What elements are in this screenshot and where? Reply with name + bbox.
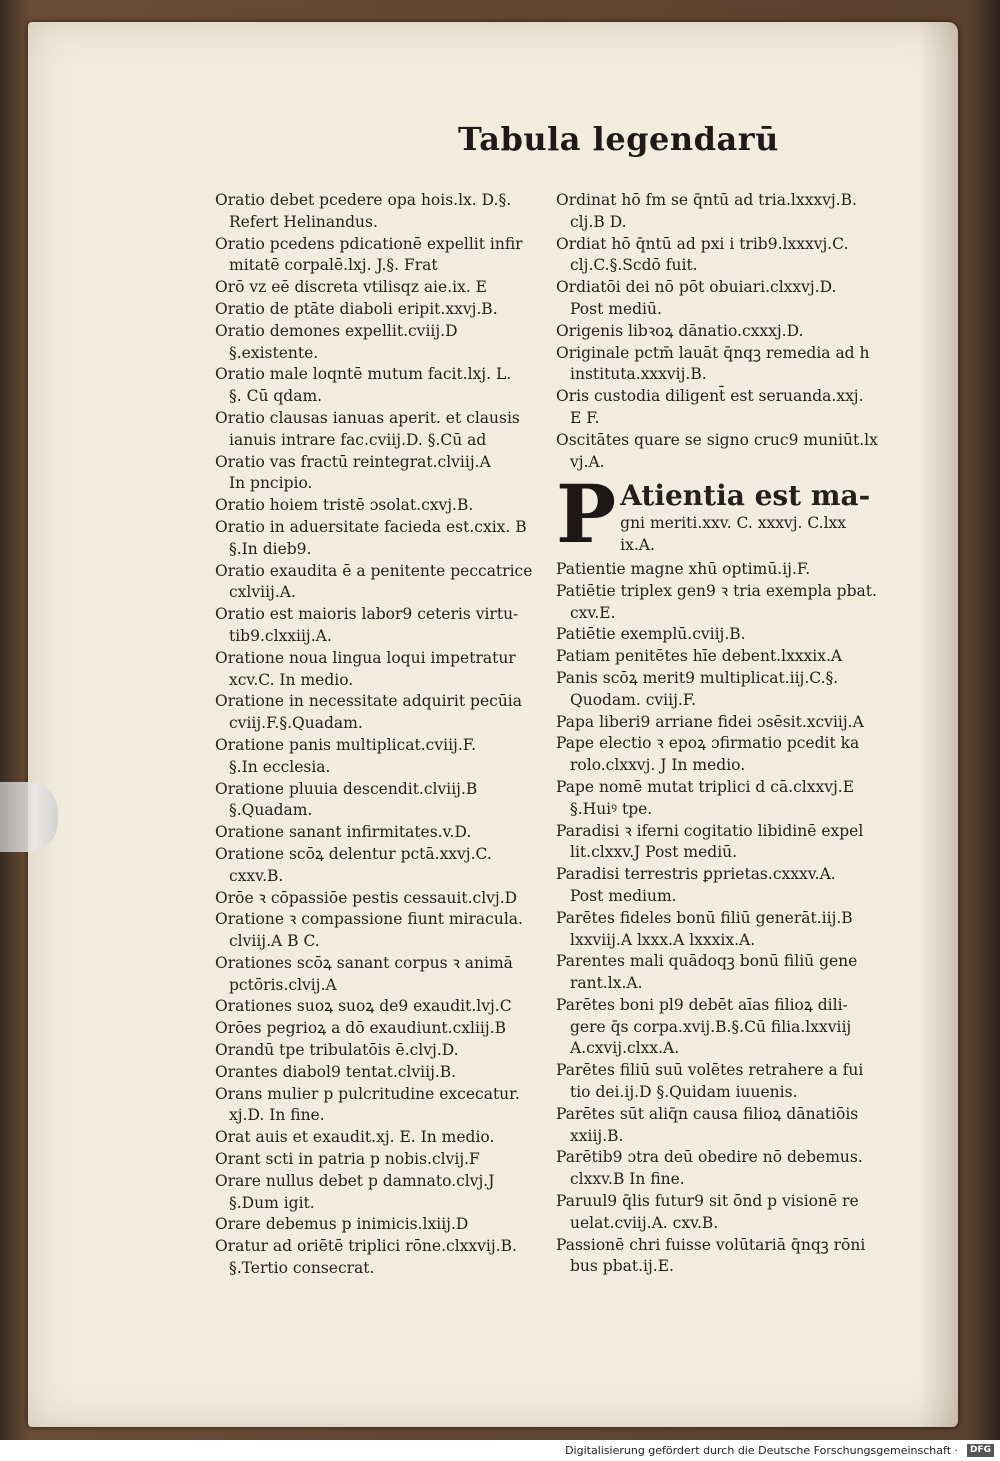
index-entry-continuation: xj.D. In fine.: [229, 1106, 325, 1125]
index-entry: [215, 1062, 545, 1084]
index-entry-text: Orōes pegrioꝝ a dō exaudiunt.cxliij.B: [215, 1019, 507, 1038]
index-entry: [556, 712, 876, 734]
index-entry-continuation: uelat.cviij.A. cxv.B.: [570, 1213, 719, 1232]
index-entry: [556, 908, 876, 952]
right-column-o-entries: [556, 190, 876, 473]
index-entry-text: Oratur ad oriētē triplici rōne.clxxvij.B.: [215, 1237, 517, 1256]
index-column-right: [556, 190, 876, 1278]
index-entry-continuation: §.In ecclesia.: [229, 757, 331, 776]
index-entry: [215, 691, 545, 735]
index-entry-text: Papa liberi9 arriane fidei ɔsēsit.xcviij.A: [556, 712, 864, 731]
index-entry-text: Oratione ꝛ compassione fiunt miracula.: [215, 910, 523, 929]
index-entry-text: Oratio exaudita ē a penitente peccatrice: [215, 561, 533, 580]
index-entry: [556, 277, 876, 321]
index-entry-text: Orationes scōꝝ sanant corpus ꝛ animā: [215, 953, 513, 972]
index-entry-continuation: §.Quadam.: [229, 801, 313, 820]
index-entry: [556, 430, 876, 474]
index-entry: [556, 951, 876, 995]
index-entry: [556, 581, 876, 625]
index-entry-continuation: §.Tertio consecrat.: [229, 1259, 375, 1278]
right-column-p-entries: [556, 559, 876, 1278]
index-entry: [215, 1171, 545, 1215]
index-entry: [215, 1084, 545, 1128]
index-entry: [556, 733, 876, 777]
index-entry-continuation: rant.lx.A.: [570, 974, 643, 993]
index-entry: [556, 821, 876, 865]
index-entry: [556, 995, 876, 1060]
index-entry: [215, 408, 545, 452]
index-entry: [215, 909, 545, 953]
index-entry: [215, 299, 545, 321]
index-entry-continuation: clxxv.B In fine.: [570, 1170, 685, 1189]
index-entry: [215, 604, 545, 648]
index-entry: [215, 844, 545, 888]
index-entry: [556, 234, 876, 278]
index-entry-text: Orationes suoꝝ suoꝝ de9 exaudit.lvj.C: [215, 997, 512, 1016]
index-entry-text: Oratione in necessitate adquirit pecūia: [215, 692, 523, 711]
index-entry-text: Ordiat hō q̄ntū ad pxi i trib9.lxxxvj.C.: [556, 234, 849, 253]
index-entry-continuation: Quodam. cviij.F.: [570, 690, 697, 709]
index-entry-continuation: tib9.clxxiij.A.: [229, 626, 332, 645]
index-entry-text: Oratio in aduersitate facieda est.cxix. B: [215, 517, 527, 536]
funding-note: Digitalisierung gefördert durch die Deutsche Forschungsgemeinschaft ·: [565, 1444, 958, 1457]
index-entry: [215, 277, 545, 299]
index-entry-text: Oscitātes quare se signo cruc9 muniūt.lx: [556, 430, 878, 449]
index-entry-continuation: clj.B D.: [570, 212, 627, 231]
index-entry: [215, 1214, 545, 1236]
index-entry: [556, 864, 876, 908]
index-entry-text: Orō vz eē discreta vtilisqz aie.ix. E: [215, 278, 487, 297]
index-entry-text: Oratione panis multiplicat.cviij.F.: [215, 735, 477, 754]
index-entry-continuation: lxxviij.A lxxx.A lxxxix.A.: [570, 930, 756, 949]
index-entry: [556, 646, 876, 668]
index-entry-text: Originale pctm̄ lauāt q̄nqꝫ remedia ad h: [556, 343, 870, 362]
index-entry-text: Oratio pcedens pdicationē expellit infir: [215, 234, 523, 253]
index-entry-text: Patiētie exemplū.cviij.B.: [556, 625, 746, 644]
index-entry: [556, 777, 876, 821]
index-entry: [556, 343, 876, 387]
index-entry-text: Orat auis et exaudit.xj. E. In medio.: [215, 1128, 495, 1147]
index-entry: [556, 668, 876, 712]
index-entry-continuation: A.cxvij.clxx.A.: [570, 1039, 680, 1058]
page-clip: [0, 782, 58, 852]
index-entry-text: Oratio clausas ianuas aperit. et clausis: [215, 408, 520, 427]
index-entry-text: Paruul9 q̄lis futur9 sit ōnd p visionē re: [556, 1192, 859, 1211]
index-entry-text: Parentes mali quādoqꝫ bonū filiū gene: [556, 952, 858, 971]
index-entry: [215, 888, 545, 910]
index-entry-continuation: §.existente.: [229, 343, 319, 362]
index-entry: [215, 1127, 545, 1149]
index-entry-text: Origenis libꝛoꝝ dānatio.cxxxj.D.: [556, 321, 804, 340]
index-entry-continuation: §.Dum igit.: [229, 1193, 315, 1212]
index-entry: [556, 386, 876, 430]
index-entry: [556, 190, 876, 234]
index-entry-text: Parētib9 ɔtra deū obedire nō debemus.: [556, 1148, 863, 1167]
index-entry-text: Passionē chri fuisse volūtariā q̄nqꝫ rōni: [556, 1235, 866, 1254]
index-entry-text: Oratio hoiem tristē ɔsolat.cxvj.B.: [215, 496, 474, 515]
index-entry-text: Oratio vas fractū reintegrat.clviij.A: [215, 452, 491, 471]
index-entry-text: Oratione scōꝝ delentur pctā.xxvj.C.: [215, 844, 492, 863]
index-entry-text: Oratione pluuia descendit.clviij.B: [215, 779, 478, 798]
footer-bar: [0, 1440, 1000, 1461]
index-entry-text: Panis scōꝝ merit9 multiplicat.iij.C.§.: [556, 668, 839, 687]
index-entry: [215, 1236, 545, 1280]
section-heading-p: [556, 467, 876, 562]
index-entry: [215, 822, 545, 844]
index-entry-text: Patiētie triplex gen9 ꝛ tria exempla pbat.: [556, 581, 877, 600]
index-entry: [556, 1060, 876, 1104]
index-entry: [215, 517, 545, 561]
index-entry-continuation: In pncipio.: [229, 474, 313, 493]
index-entry-text: Oratio male loqntē mutum facit.lxj. L.: [215, 365, 512, 384]
index-entry: [556, 1104, 876, 1148]
index-entry: [556, 559, 876, 581]
index-entry-continuation: cxxv.B.: [229, 866, 284, 885]
index-entry: [215, 953, 545, 997]
index-entry-text: Parētes fideles bonū filiū generāt.iij.B: [556, 908, 853, 927]
index-entry: [215, 735, 545, 779]
index-entry-text: Pape nomē mutat triplici d cā.clxxvj.E: [556, 777, 855, 796]
index-entry-text: Orare debemus p inimicis.lxiij.D: [215, 1215, 469, 1234]
index-entry-text: Orandū tpe tribulatōis ē.clvj.D.: [215, 1041, 459, 1060]
index-entry-text: Oratio demones expellit.cviij.D: [215, 321, 458, 340]
index-entry-continuation: §.In dieb9.: [229, 539, 312, 558]
index-entry-text: Pape electio ꝛ epoꝝ ɔfirmatio pcedit ka: [556, 734, 860, 753]
index-entry-text: Patientie magne xhū optimū.ij.F.: [556, 559, 811, 578]
index-entry-text: Ordinat hō fm se q̄ntū ad tria.lxxxvj.B.: [556, 191, 857, 209]
index-entry-continuation: Refert Helinandus.: [229, 212, 378, 231]
index-entry-text: Oratio est maioris labor9 ceteris virtu-: [215, 605, 519, 624]
index-entry-text: Orantes diabol9 tentat.clviij.B.: [215, 1062, 457, 1081]
index-entry: [215, 452, 545, 496]
section-heading-line2: gni meriti.xxv. C. xxxvj. C.lxx: [620, 514, 847, 533]
index-entry-continuation: gere q̄s corpa.xvij.B.§.Cū filia.lxxviij: [570, 1017, 852, 1036]
index-entry: [215, 648, 545, 692]
decorated-initial: P: [556, 467, 617, 562]
index-entry-continuation: instituta.xxxvij.B.: [570, 365, 707, 384]
index-entry-continuation: tio dei.ij.D §.Quidam iuuenis.: [570, 1083, 798, 1102]
index-entry: [215, 561, 545, 605]
index-entry-continuation: lit.clxxv.J Post mediū.: [570, 843, 738, 862]
index-entry: [556, 1191, 876, 1235]
index-entry-continuation: rolo.clxxvj. J In medio.: [570, 756, 746, 775]
index-entry-text: Parētes filiū suū volētes retrahere a fui: [556, 1061, 864, 1080]
index-entry-text: Oratione sanant infirmitates.v.D.: [215, 823, 472, 842]
index-column-left: [215, 190, 545, 1280]
index-entry-text: Oratio de ptāte diaboli eripit.xxvj.B.: [215, 299, 498, 318]
page-title: Tabula legendarū: [458, 120, 779, 158]
index-entry-text: Oratione noua lingua loqui impetratur: [215, 648, 516, 667]
index-entry: [215, 996, 545, 1018]
index-entry-continuation: Post medium.: [570, 886, 677, 905]
index-entry-continuation: xcv.C. In medio.: [229, 670, 354, 689]
index-entry: [215, 364, 545, 408]
index-entry: [215, 1040, 545, 1062]
index-entry: [215, 190, 545, 234]
index-entry-continuation: bus pbat.ij.E.: [570, 1257, 674, 1276]
index-entry-text: Oratio debet pcedere opa hois.lx. D.§.: [215, 191, 512, 209]
index-entry-text: Paradisi terrestris ꝑprietas.cxxxv.A.: [556, 865, 836, 884]
index-entry: [215, 779, 545, 823]
index-entry-text: Ordiatōi dei nō pōt obuiari.clxxvj.D.: [556, 278, 837, 297]
index-entry-continuation: cxlviij.A.: [229, 583, 296, 602]
index-entry-continuation: Post mediū.: [570, 299, 662, 318]
index-entry-text: Orare nullus debet p damnato.clvj.J: [215, 1171, 495, 1190]
index-entry-text: Parētes sūt aliq̄n causa filioꝝ dānatiōis: [556, 1104, 859, 1123]
index-entry-text: Orōe ꝛ cōpassiōe pestis cessauit.clvj.D: [215, 888, 518, 907]
index-entry-continuation: cxv.E.: [570, 603, 616, 622]
index-entry: [556, 1147, 876, 1191]
index-entry: [215, 1149, 545, 1171]
index-entry-continuation: pctōris.clvij.A: [229, 975, 337, 994]
index-entry-text: Paradisi ꝛ iferni cogitatio libidinē expel: [556, 821, 864, 840]
index-entry-continuation: E F.: [570, 408, 600, 427]
index-entry: [215, 234, 545, 278]
index-entry: [215, 321, 545, 365]
index-entry-text: Patiam penitētes hīe debent.lxxxix.A: [556, 647, 843, 666]
index-entry-continuation: vj.A.: [570, 452, 605, 471]
index-entry: [215, 1018, 545, 1040]
index-entry-text: Orant scti in patria p nobis.clvij.F: [215, 1150, 480, 1169]
index-entry-continuation: xxiij.B.: [570, 1126, 624, 1145]
section-heading-line3: ix.A.: [620, 536, 655, 555]
index-entry-continuation: cviij.F.§.Quadam.: [229, 714, 363, 733]
index-entry-continuation: ianuis intrare fac.cviij.D. §.Cū ad: [229, 430, 487, 449]
index-entry-continuation: mitatē corpalē.lxj. J.§. Frat: [229, 256, 438, 275]
index-entry-continuation: clj.C.§.Scdō fuit.: [570, 256, 698, 275]
index-entry: [215, 495, 545, 517]
index-entry-continuation: §.Huiꝰ tpe.: [570, 799, 653, 818]
index-entry-text: Oris custodia diligent̄ est seruanda.xxj.: [556, 387, 864, 406]
index-entry-text: Orans mulier p pulcritudine excecatur.: [215, 1084, 520, 1103]
index-entry: [556, 321, 876, 343]
index-entry-text: Parētes boni pl9 debēt aīas filioꝝ dili-: [556, 995, 848, 1014]
section-heading-line1: Atientia est ma-: [620, 479, 871, 513]
dfg-logo: DFG: [967, 1444, 994, 1457]
index-entry: [556, 1235, 876, 1279]
index-entry: [556, 624, 876, 646]
index-entry-continuation: §. Cū qdam.: [229, 387, 323, 406]
index-entry-continuation: clviij.A B C.: [229, 932, 320, 951]
